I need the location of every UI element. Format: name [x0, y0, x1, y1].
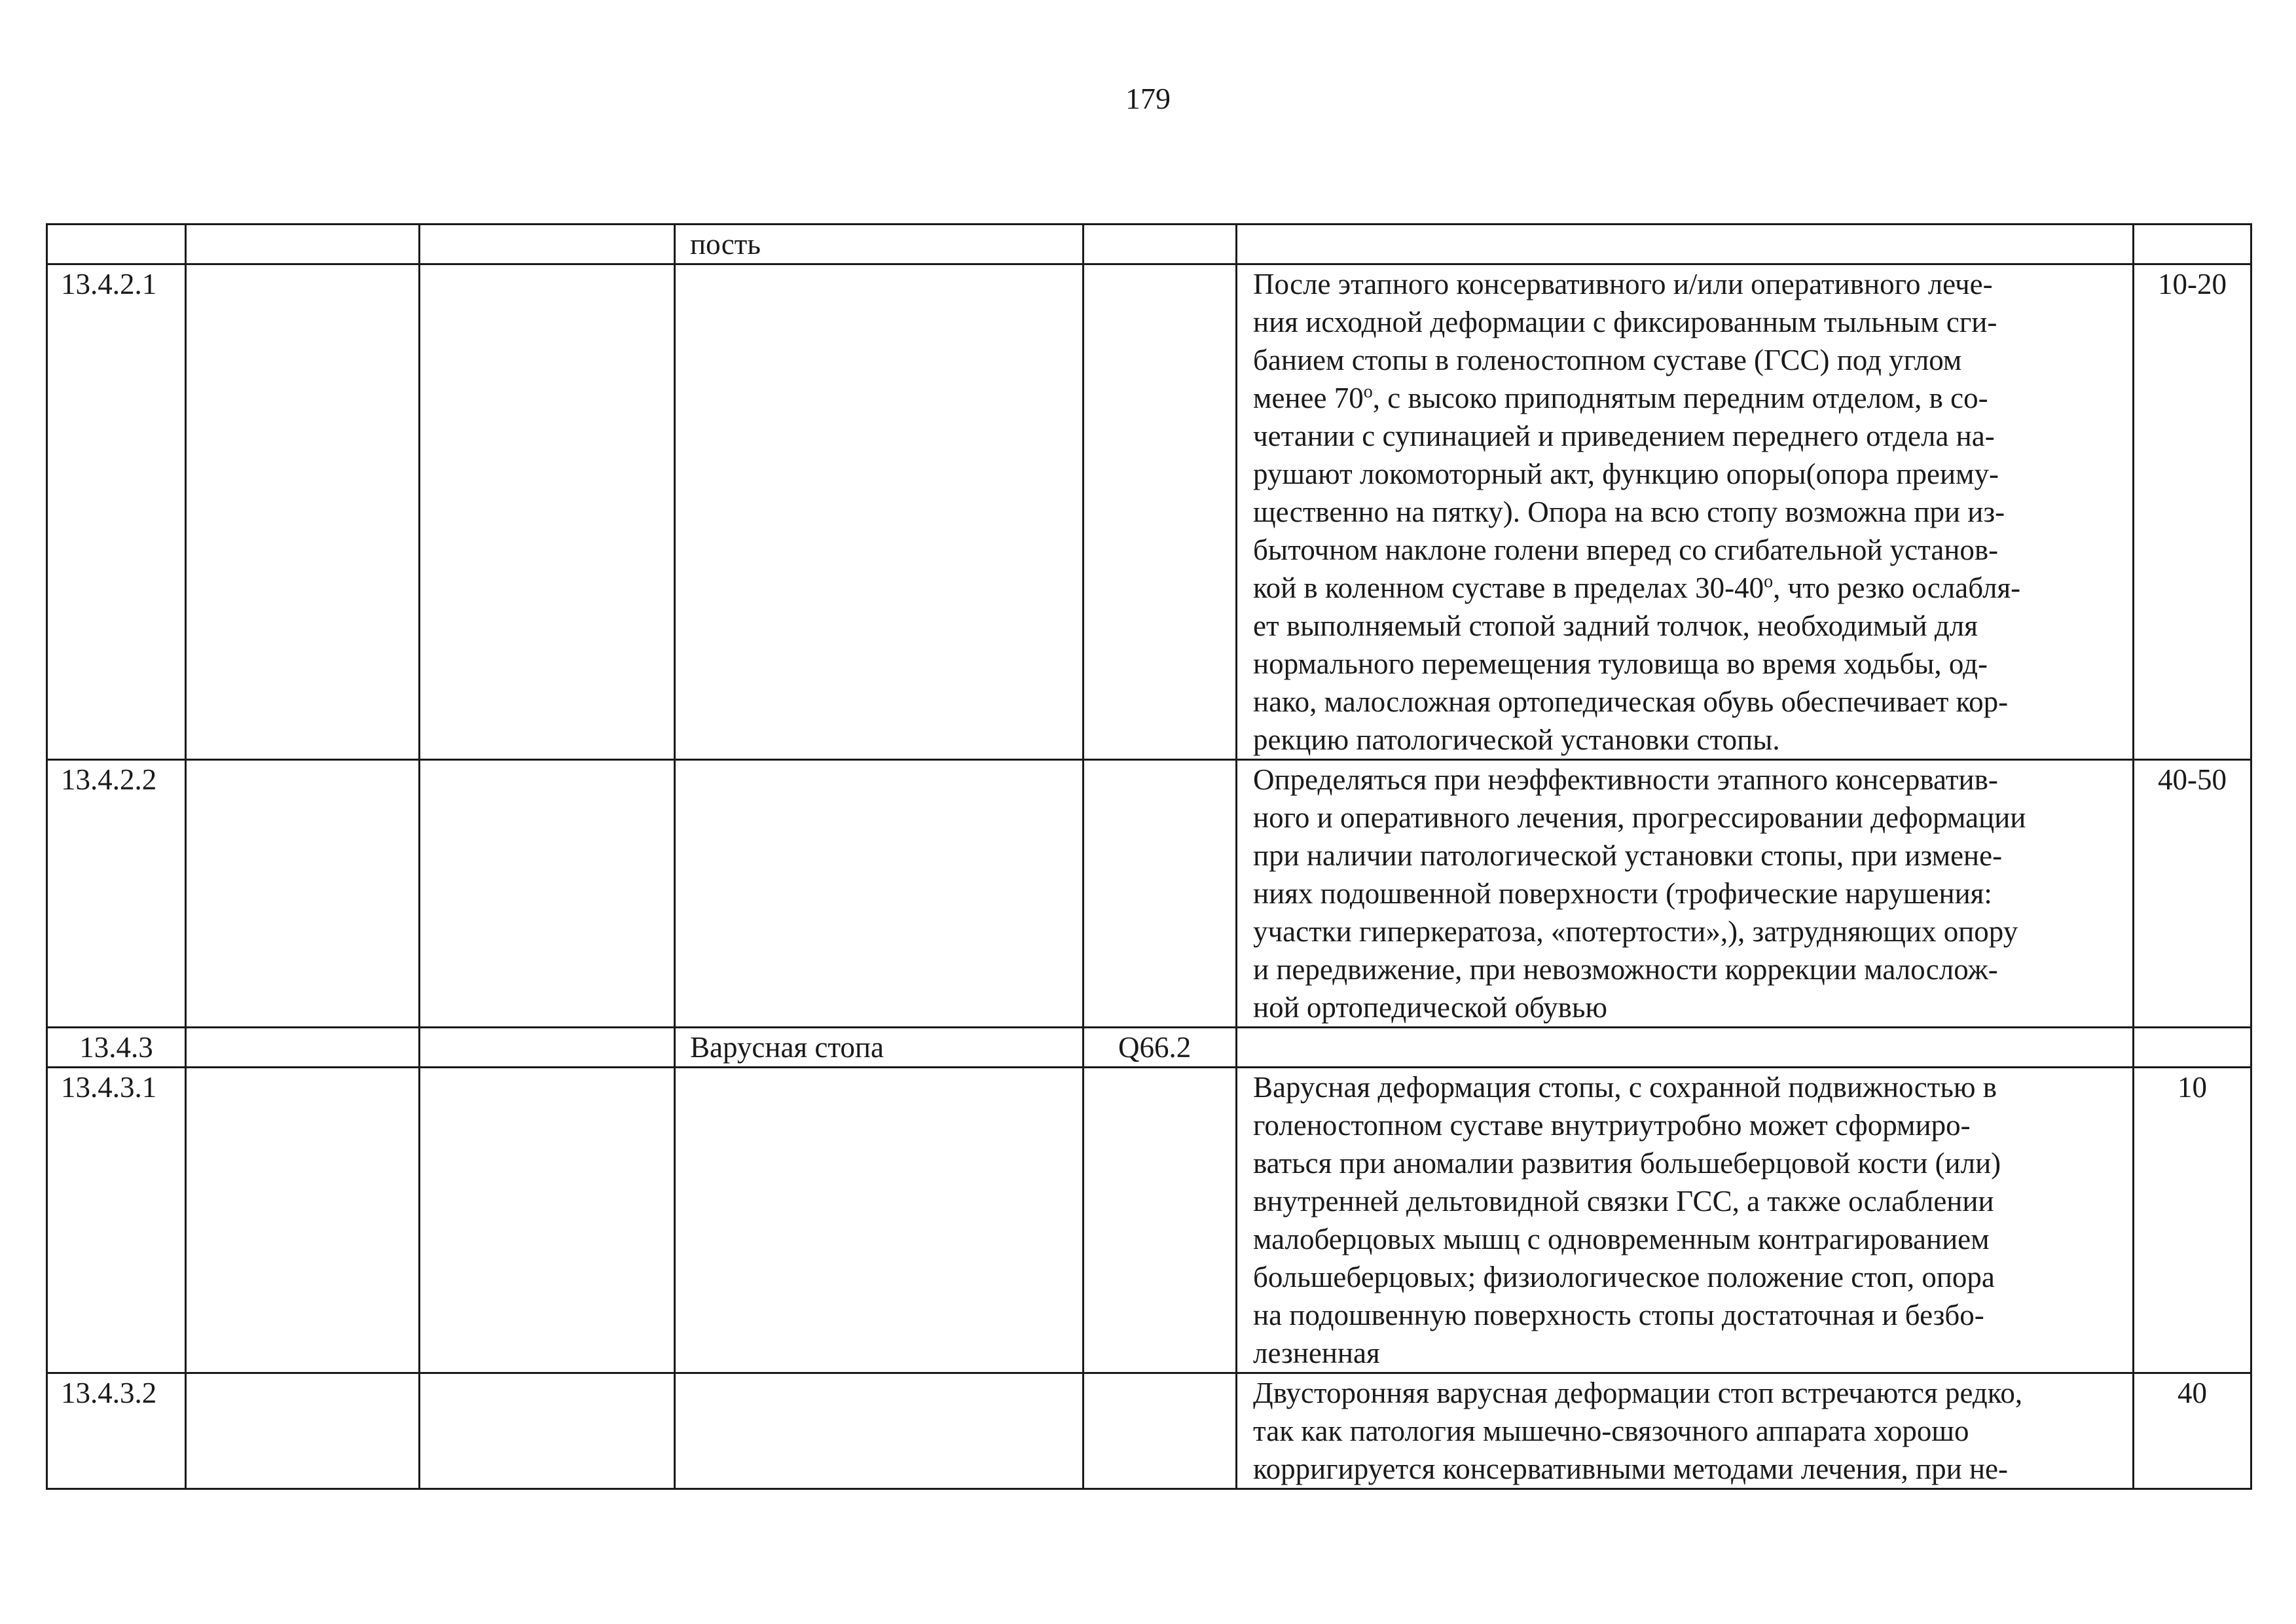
description-line: при наличии патологической установки стопы, при измене-	[1253, 839, 2003, 872]
row-name	[675, 760, 1084, 1028]
empty-cell	[420, 225, 675, 264]
row-description	[1237, 264, 2134, 760]
row-description	[1237, 1028, 2134, 1068]
description-line: внутренней дельтовидной связки ГСС, а также ослаблении	[1253, 1185, 1994, 1218]
empty-cell	[186, 760, 420, 1028]
empty-cell	[186, 1068, 420, 1373]
description-line: кой в коленном суставе в пределах 30-40$^o$, что резко ослабля-	[1253, 571, 2021, 604]
row-name	[675, 264, 1084, 760]
row-description	[1237, 760, 2134, 1028]
row-percent: 10-20	[2134, 264, 2251, 760]
empty-cell	[186, 1028, 420, 1068]
row-percent	[2134, 1028, 2251, 1068]
empty-cell	[420, 760, 675, 1028]
description-line: ет выполняемый стопой задний толчок, необходимый для	[1253, 609, 1978, 642]
row-description	[1237, 1373, 2134, 1489]
row-percent: 10	[2134, 1068, 2251, 1373]
table-row	[47, 1028, 2251, 1068]
row-code: 13.4.2.2	[47, 760, 186, 1028]
row-code: 13.4.3	[47, 1028, 186, 1068]
empty-cell	[186, 225, 420, 264]
row-name	[675, 1373, 1084, 1489]
row-code: 13.4.3.1	[47, 1068, 186, 1373]
description-line: быточном наклоне голени вперед со сгибательной установ-	[1253, 533, 1999, 566]
empty-cell	[420, 1068, 675, 1373]
description-line: голеностопном суставе внутриутробно может сформиро-	[1253, 1109, 1971, 1142]
description-line: менее 70$^o$, с высоко приподнятым передним отделом, в со-	[1253, 382, 1988, 414]
description-line: ниях подошвенной поверхности (трофические нарушения:	[1253, 877, 1992, 910]
row-icd-code: Q66.2	[1084, 1028, 1237, 1068]
description-line: Определяться при неэффективности этапного консерватив-	[1253, 763, 1998, 796]
description-line: рушают локомоторный акт, функцию опоры(опора преиму-	[1253, 458, 1999, 490]
description-line: нако, малосложная ортопедическая обувь обеспечивает кор-	[1253, 685, 2009, 718]
description-line: и передвижение, при невозможности коррекции малослож-	[1253, 953, 1998, 986]
table-row	[47, 225, 2251, 264]
description-line: После этапного консервативного и/или оперативного лече-	[1253, 268, 1993, 300]
row-description	[1237, 225, 2134, 264]
row-percent: 40	[2134, 1373, 2251, 1489]
table-row	[47, 1068, 2251, 1373]
degree-mark: o	[1363, 382, 1373, 402]
row-name	[675, 1068, 1084, 1373]
empty-cell	[420, 1373, 675, 1489]
row-code	[47, 225, 186, 264]
row-code: 13.4.2.1	[47, 264, 186, 760]
description-line: участки гиперкератоза, «потертости»,), затрудняющих опору	[1253, 915, 2018, 948]
description-line: ния исходной деформации с фиксированным тыльным сги-	[1253, 306, 1997, 338]
row-code: 13.4.3.2	[47, 1373, 186, 1489]
empty-cell	[420, 264, 675, 760]
table-row	[47, 760, 2251, 1028]
description-line: корригируется консервативными методами лечения, при не-	[1253, 1453, 2008, 1485]
description-line: Двусторонняя варусная деформации стоп встречаются редко,	[1253, 1377, 2023, 1409]
table-row	[47, 264, 2251, 760]
description-line: рекцию патологической установки стопы.	[1253, 723, 1780, 756]
description-line: на подошвенную поверхность стопы достаточная и безбо-	[1253, 1299, 1984, 1331]
row-icd-code	[1084, 1373, 1237, 1489]
table-row	[47, 1373, 2251, 1489]
description-line: малоберцовых мышц с одновременным контрагированием	[1253, 1223, 1990, 1255]
description-line: лезненная	[1253, 1337, 1380, 1369]
description-line: большеберцовых; физиологическое положение стоп, опора	[1253, 1261, 1995, 1293]
description-line: ваться при аномалии развития большеберцовой кости (или)	[1253, 1147, 2001, 1180]
description-line: четании с супинацией и приведением переднего отдела на-	[1253, 420, 1995, 452]
empty-cell	[186, 1373, 420, 1489]
row-icd-code	[1084, 225, 1237, 264]
empty-cell	[420, 1028, 675, 1068]
row-icd-code	[1084, 760, 1237, 1028]
description-line: банием стопы в голеностопном суставе (ГСС) под углом	[1253, 344, 1962, 376]
description-line: щественно на пятку). Опора на всю стопу возможна при из-	[1253, 496, 2005, 528]
description-line: так как патология мышечно-связочного аппарата хорошо	[1253, 1415, 1969, 1447]
description-line: нормального перемещения туловища во время ходьбы, од-	[1253, 647, 1988, 680]
description-line: ной ортопедической обувью	[1253, 991, 1608, 1024]
disability-criteria-table	[46, 223, 2252, 1490]
row-icd-code	[1084, 264, 1237, 760]
row-description	[1237, 1068, 2134, 1373]
description-line: ного и оперативного лечения, прогрессировании деформации	[1253, 801, 2026, 834]
page-number: 179	[1125, 82, 1171, 115]
row-percent: 40-50	[2134, 760, 2251, 1028]
table-body	[47, 225, 2251, 1489]
empty-cell	[186, 264, 420, 760]
row-name: Варусная стопа	[675, 1028, 1084, 1068]
row-name: пость	[675, 225, 1084, 264]
degree-mark: o	[1764, 571, 1774, 592]
row-percent	[2134, 225, 2251, 264]
description-line: Варусная деформация стопы, с сохранной подвижностью в	[1253, 1071, 1997, 1104]
row-icd-code	[1084, 1068, 1237, 1373]
